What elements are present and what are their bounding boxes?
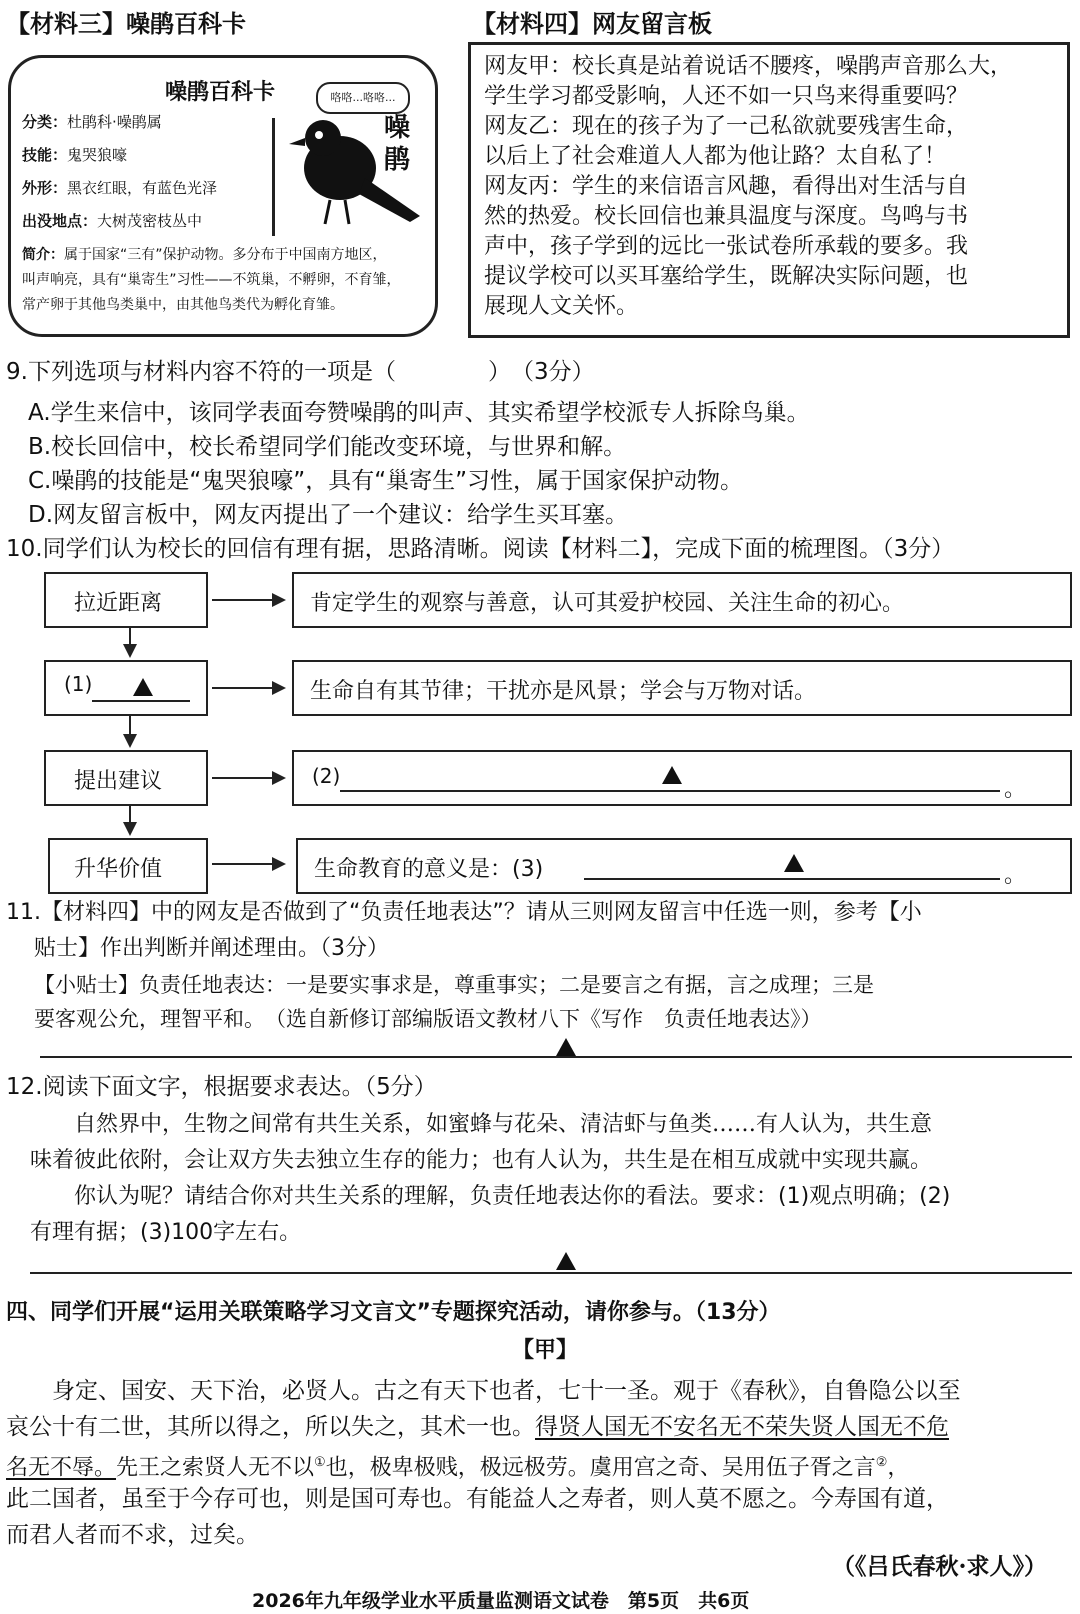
board-line: 学生学习都受影响，人还不如一只鸟来得重要吗？ (484, 84, 969, 109)
q12-answer-line[interactable] (30, 1272, 1072, 1274)
flow-blank-3-line[interactable] (584, 878, 1000, 880)
flow-blank-2-line[interactable] (340, 790, 1000, 792)
flow-blank-2-label: (2) (312, 764, 341, 788)
flow-arrowhead-3 (272, 771, 286, 785)
classical-text-line3: 名无不辱。先王之索贤人无不以①也，极卑极贱，极远极劳。虞用宫之奇、吴用伍子胥之言②， (6, 1455, 910, 1481)
section4-title: 四、同学们开展“运用关联策略学习文言文”专题探究活动，请你参与。（13分） (6, 1300, 781, 1325)
card-intro-line1: 简介：属于国家“三有”保护动物。多分布于中国南方地区， (22, 247, 387, 263)
flow-right-text-1: 肯定学生的观察与善意，认可其爱护校园、关注生命的初心。 (310, 591, 905, 616)
flow-down-arrow-1 (123, 644, 137, 658)
material3-header: 【材料三】噪鹃百科卡 (6, 10, 246, 38)
q9-option-b: B.校长回信中，校长希望同学们能改变环境，与世界和解。 (28, 434, 627, 460)
q9-option-d: D.网友留言板中，网友丙提出了一个建议：给学生买耳塞。 (28, 502, 629, 528)
q11-line1: 11.【材料四】中的网友是否做到了“负责任地表达”？请从三则网友留言中任选一则，参考【小 (6, 900, 922, 925)
flow-arrow-3 (212, 777, 274, 779)
q11-tip-line1: 【小贴士】负责任地表达：一是要实事求是，尊重事实；二是要言之有据，言之成理；三是 (34, 973, 874, 997)
answer-mark-icon (556, 1252, 576, 1270)
classical-text-line4: 此二国者，虽至于今存可也，则是国可寿也。有能益人之寿者，则人莫不愿之。今寿国有道， (6, 1486, 949, 1512)
flow-arrow-4 (212, 863, 274, 865)
card-row-appearance: 外形：黑衣红眼，有蓝色光泽 (22, 179, 218, 197)
bird-name: 噪鹃 (384, 113, 411, 175)
flow-left-label-4: 升华价值 (74, 857, 163, 882)
flow-right-text-4: 生命教育的意义是：(3) (314, 857, 544, 882)
q12-line4: 有理有据；(3)100字左右。 (30, 1220, 302, 1245)
flow-left-label-3: 提出建议 (74, 769, 163, 794)
flow-blank-2-period: 。 (1004, 777, 1027, 802)
board-line: 展现人文关怀。 (484, 294, 639, 319)
flow-right-box-3 (292, 750, 1072, 806)
q9-option-c: C.噪鹃的技能是“鬼哭狼嚎”，具有“巢寄生”习性，属于国家保护动物。 (28, 468, 744, 494)
answer-mark-icon (784, 854, 804, 872)
classical-text-source: （《吕氏春秋·求人》） (832, 1553, 1048, 1580)
card-row-habitat: 出没地点：大树茂密枝丛中 (22, 212, 203, 230)
flow-blank-3-period: 。 (1004, 863, 1027, 888)
board-line: 网友丙：学生的来信语言风趣，看得出对生活与自 (484, 174, 969, 199)
q12-line3: 你认为呢？请结合你对共生关系的理解，负责任地表达你的看法。要求：(1)观点明确；(2) (30, 1184, 951, 1209)
q10-stem: 10.同学们认为校长的回信有理有据，思路清晰。阅读【材料二】，完成下面的梳理图。（3分） (6, 536, 955, 562)
flow-blank-1-label: (1) (64, 672, 93, 696)
board-line: 提议学校可以买耳塞给学生，既解决实际问题，也 (484, 264, 969, 289)
card-row-category: 分类：杜鹃科·噪鹃属 (22, 113, 162, 131)
classical-text-line2: 哀公十有二世，其所以得之，所以失之，其术一也。得贤人国无不安名无不荣失贤人国无不危 (6, 1414, 949, 1440)
comment-board-text (484, 52, 1012, 322)
card-title: 噪鹃百科卡 (165, 80, 276, 105)
q12-line1: 自然界中，生物之间常有共生关系，如蜜蜂与花朵、清洁虾与鱼类……有人认为，共生意 (30, 1112, 933, 1137)
flow-arrowhead-4 (272, 857, 286, 871)
card-intro-line3: 常产卵于其他鸟类巢中，由其他鸟类代为孵化育雏。 (22, 297, 344, 313)
classical-text-line1: 身定、国安、天下治，必贤人。古之有天下也者，七十一圣。观于《春秋》，自鲁隐公以至 (6, 1378, 961, 1404)
flow-arrowhead-1 (272, 593, 286, 607)
answer-mark-icon (662, 766, 682, 784)
flow-left-label-1: 拉近距离 (74, 591, 163, 616)
card-row-skill: 技能：鬼哭狼嚎 (22, 146, 128, 164)
bird-sound-bubble: 咯咯...咯咯... (316, 82, 410, 114)
answer-mark-icon (556, 1038, 576, 1056)
classical-text-line5: 而君人者而不求，过矣。 (6, 1522, 259, 1548)
q12-stem: 12.阅读下面文字，根据要求表达。（5分） (6, 1074, 437, 1100)
board-line: 网友甲：校长真是站着说话不腰疼，噪鹃声音那么大， (484, 54, 1013, 79)
card-divider (272, 118, 275, 236)
card-intro-line2: 叫声响亮，具有“巢寄生”习性——不筑巢，不孵卵，不育雏， (22, 272, 401, 288)
q11-tip-line2: 要客观公允，理智平和。 （选自新修订部编版语文教材八下《写作 负责任地表达》） (34, 1007, 822, 1031)
answer-mark-icon (133, 678, 153, 696)
q12-line2: 味着彼此依附，会让双方失去独立生存的能力；也有人认为，共生是在相互成就中实现共赢。 (30, 1148, 933, 1173)
board-line: 网友乙：现在的孩子为了一己私欲就要残害生命， (484, 114, 969, 139)
page-footer: 2026年九年级学业水平质量监测语文试卷 第5页 共6页 (252, 1590, 750, 1612)
bird-icon (285, 98, 425, 238)
board-line: 然的热爱。校长回信也兼具温度与深度。鸟鸣与书 (484, 204, 969, 229)
board-line: 以后上了社会难道人人都为他让路？太自私了！ (484, 144, 947, 169)
flow-right-text-2: 生命自有其节律；干扰亦是风景；学会与万物对话。 (310, 679, 817, 704)
board-line: 声中，孩子学到的远比一张试卷所承载的要多。我 (484, 234, 969, 259)
flow-arrowhead-2 (272, 681, 286, 695)
q11-line2: 贴士】作出判断并阐述理由。（3分） (34, 936, 389, 961)
flow-arrow-1 (212, 599, 274, 601)
flow-down-arrow-3 (123, 822, 137, 836)
flow-down-arrow-2 (123, 734, 137, 748)
q11-answer-line[interactable] (40, 1056, 1072, 1058)
q9-option-a: A.学生来信中，该同学表面夸赞噪鹃的叫声、其实希望学校派专人拆除鸟巢。 (28, 400, 810, 426)
section4-subtitle: 【甲】 (512, 1338, 579, 1363)
flow-blank-1-line[interactable] (92, 700, 190, 702)
q9-stem: 9.下列选项与材料内容不符的一项是（ ） （3分） (6, 359, 595, 385)
flow-down-line-2 (129, 716, 131, 736)
material4-header: 【材料四】网友留言板 (472, 10, 712, 38)
flow-arrow-2 (212, 687, 274, 689)
